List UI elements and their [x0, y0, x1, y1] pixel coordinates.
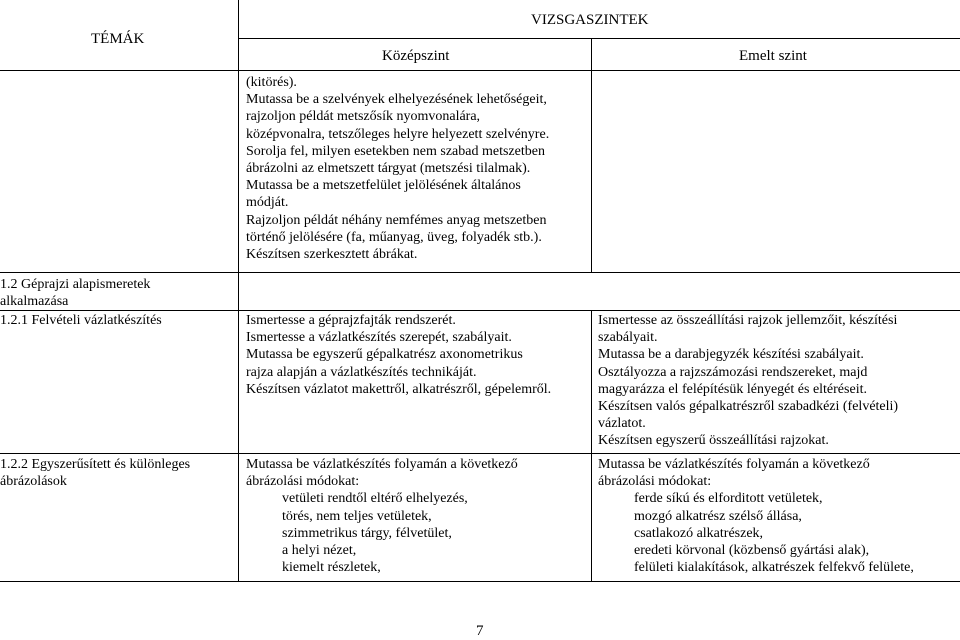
text-line: Ismertesse a géprajzfajták rendszerét.: [246, 313, 456, 328]
text-line: középvonalra, tetszőleges helyre helyezett szelvényre.: [246, 126, 550, 142]
text-line: Rajzoljon példát néhány nemfémes anyag metszetben: [246, 212, 547, 228]
text-line: vázlatot.: [598, 416, 646, 432]
text-line: Sorolja fel, milyen esetekben nem szabad metszetben: [246, 143, 545, 159]
rule-header-top-right: [238, 38, 960, 39]
text-line: rajzoljon példát metszősík nyomvonalára,: [246, 109, 481, 125]
text-line: történő jelölésére (fa, műanyag, üveg, folyadék stb.).: [246, 229, 542, 245]
list-item: törés, nem teljes vetületek,: [282, 508, 432, 524]
list-item: mozgó alkatrész szélső állása,: [634, 508, 802, 524]
text-line: ábrázolási módokat:: [246, 474, 360, 490]
rule-section-12-top: [0, 272, 960, 273]
text-line: Mutassa be a darabjegyzék készítési szabályait.: [598, 347, 864, 363]
rule-header-bottom: [0, 70, 960, 71]
section-12-topic: [0, 276, 236, 310]
text-line: magyarázza el felépítésük lényegét és eltéréseit.: [598, 381, 867, 397]
topic-line: ábrázolások: [0, 474, 67, 490]
topic-line: alkalmazása: [0, 294, 69, 310]
header-vizsgaszintek: VIZSGASZINTEK: [531, 12, 649, 28]
text-line: Készítsen szerkesztett ábrákat.: [246, 247, 418, 263]
rule-col-divider-2: [591, 38, 592, 273]
list-item: eredeti körvonal (közbenső gyártási alak),: [634, 543, 870, 559]
text-line: szabályait.: [598, 330, 658, 346]
section-122-right: [598, 456, 958, 576]
text-line: Mutassa be vázlatkészítés folyamán a következő: [598, 457, 870, 472]
text-line: Készítsen egyszerű összeállítási rajzokat.: [598, 433, 829, 449]
section-121-right: [598, 312, 958, 450]
continuation-text: [246, 74, 586, 263]
topic-line: 1.2.1 Felvételi vázlatkészítés: [0, 313, 162, 328]
rule-col-divider-1: [238, 0, 239, 582]
text-line: rajza alapján a vázlatkészítés technikáját.: [246, 364, 477, 380]
text-line: Ismertesse a vázlatkészítés szerepét, szabályait.: [246, 330, 512, 346]
text-line: ábrázolási módokat:: [598, 474, 712, 490]
list-item: a helyi nézet,: [282, 543, 357, 559]
header-kozepszint: Középszint: [382, 48, 450, 64]
rule-section-122-top: [0, 453, 960, 454]
text-line: Mutassa be a metszetfelület jelölésének általános: [246, 178, 521, 194]
text-line: Mutassa be a szelvények elhelyezésének lehetőségeit,: [246, 92, 547, 108]
list-item: szimmetrikus tárgy, félvetület,: [282, 525, 452, 541]
header-emelt-szint: Emelt szint: [739, 48, 807, 64]
list-item: vetületi rendtől eltérő elhelyezés,: [282, 491, 468, 507]
section-122-mid: [246, 456, 590, 576]
rule-col-divider-2b: [591, 310, 592, 582]
list-item: csatlakozó alkatrészek,: [634, 525, 764, 541]
text-line: (kitörés).: [246, 75, 297, 90]
text-line: Készítsen valós gépalkatrészről szabadkézi (felvételi): [598, 399, 899, 415]
list-item: kiemelt részletek,: [282, 560, 381, 576]
section-121-topic: [0, 312, 236, 329]
text-line: Osztályozza a rajzszámozási rendszereket, majd: [598, 364, 868, 380]
rule-table-bottom: [0, 581, 960, 582]
topic-line: 1.2.2 Egyszerűsített és különleges: [0, 457, 191, 472]
page-number: 7: [476, 623, 484, 639]
text-line: módját.: [246, 195, 289, 211]
text-line: Ismertesse az összeállítási rajzok jellemzőit, készítési: [598, 313, 898, 328]
text-line: Mutassa be vázlatkészítés folyamán a következő: [246, 457, 518, 472]
header-temak: TÉMÁK: [91, 31, 145, 47]
text-line: ábrázolni az elmetszett tárgyat (metszési tilalmak).: [246, 161, 531, 177]
section-122-topic: [0, 456, 236, 490]
section-121-mid: [246, 312, 590, 398]
text-line: Készítsen vázlatot makettről, alkatrészről, gépelemről.: [246, 381, 552, 397]
list-item: ferde síkú és elforditott vetületek,: [634, 491, 823, 507]
list-item: felületi kialakítások, alkatrészek felfekvő felülete,: [634, 560, 914, 576]
topic-line: 1.2 Géprajzi alapismeretek: [0, 277, 151, 292]
text-line: Mutassa be egyszerű gépalkatrész axonometrikus: [246, 347, 523, 363]
